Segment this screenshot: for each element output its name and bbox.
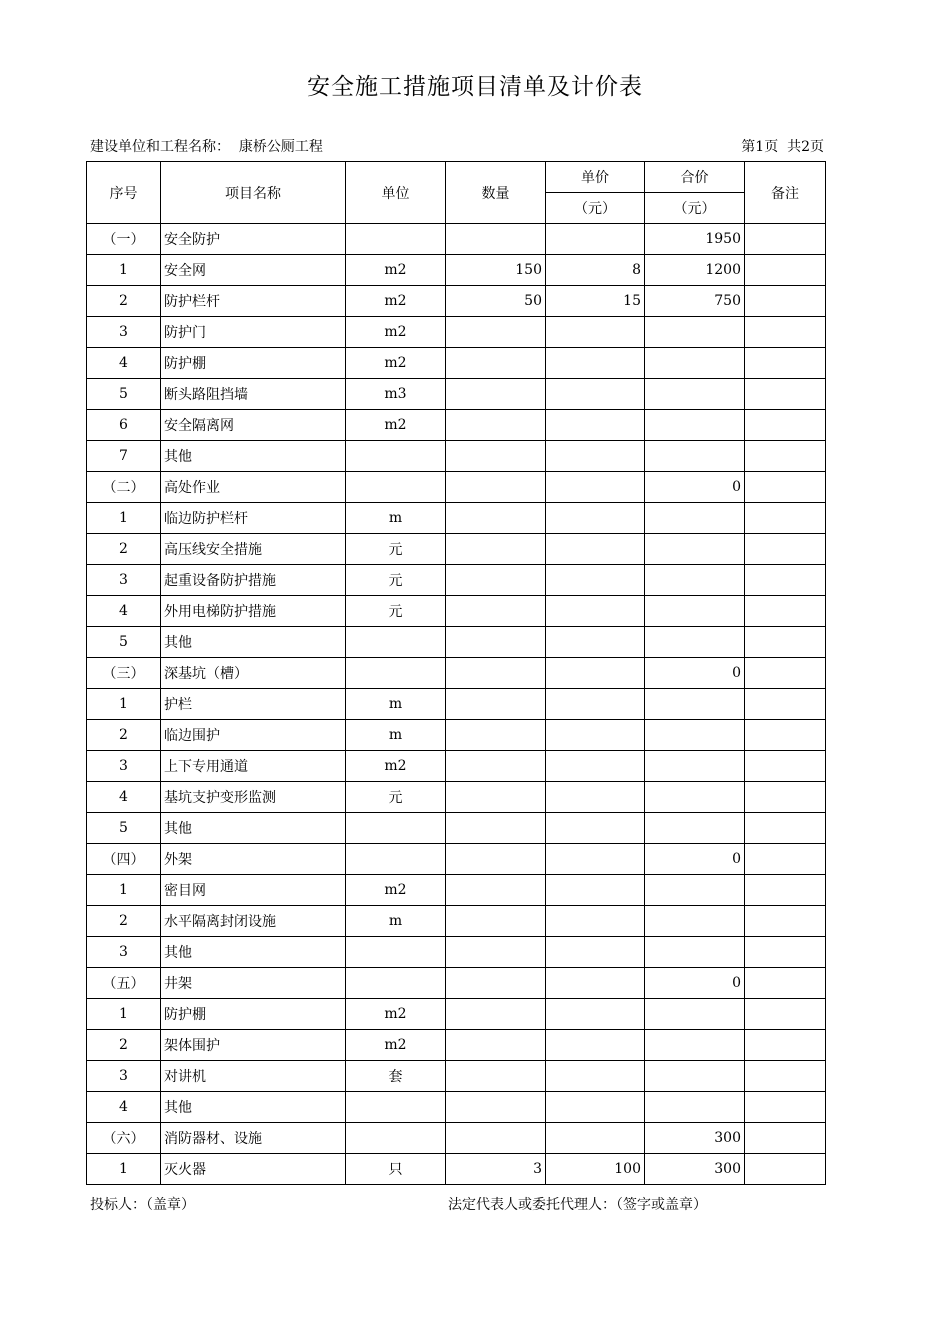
cell-unit-price (546, 689, 645, 720)
cell-unit-price (546, 968, 645, 999)
cell-qty (446, 937, 546, 968)
cell-name: 防护棚 (161, 999, 346, 1030)
table-row (87, 1092, 826, 1123)
cell-unit-price (546, 751, 645, 782)
cell-name: 临边防护栏杆 (161, 503, 346, 534)
cell-remark (745, 348, 826, 379)
cell-unit (346, 968, 446, 999)
cell-unit (346, 627, 446, 658)
cell-unit-price (546, 503, 645, 534)
cell-seq: 1 (87, 1154, 161, 1185)
cell-total (645, 410, 745, 441)
cell-seq: 4 (87, 782, 161, 813)
cell-name: 基坑支护变形监测 (161, 782, 346, 813)
cell-total (645, 596, 745, 627)
cell-total: 300 (645, 1123, 745, 1154)
cell-unit: 元 (346, 565, 446, 596)
header-unit: 单位 (346, 162, 446, 224)
cell-unit: 套 (346, 1061, 446, 1092)
cell-name: 其他 (161, 1092, 346, 1123)
cell-total (645, 1030, 745, 1061)
cell-unit-price (546, 627, 645, 658)
cell-total (645, 720, 745, 751)
table-row (87, 999, 826, 1030)
cell-seq: 5 (87, 379, 161, 410)
cell-total (645, 441, 745, 472)
cell-unit: m (346, 720, 446, 751)
cell-remark (745, 472, 826, 503)
cell-total (645, 565, 745, 596)
table-row (87, 565, 826, 596)
cell-total (645, 503, 745, 534)
cell-total: 0 (645, 658, 745, 689)
cell-name: 井架 (161, 968, 346, 999)
cell-seq: 1 (87, 689, 161, 720)
cell-qty (446, 844, 546, 875)
cell-qty (446, 441, 546, 472)
cell-unit: m2 (346, 875, 446, 906)
cell-remark (745, 1092, 826, 1123)
cell-total (645, 534, 745, 565)
table-row (87, 720, 826, 751)
cell-qty: 50 (446, 286, 546, 317)
cell-name: 架体围护 (161, 1030, 346, 1061)
cell-total: 750 (645, 286, 745, 317)
cell-unit-price (546, 348, 645, 379)
cell-remark (745, 255, 826, 286)
cell-remark (745, 968, 826, 999)
cell-seq: 3 (87, 565, 161, 596)
table-row (87, 906, 826, 937)
cell-seq: 2 (87, 534, 161, 565)
cell-name: 防护门 (161, 317, 346, 348)
table-row (87, 441, 826, 472)
cell-total (645, 627, 745, 658)
cell-remark (745, 658, 826, 689)
cell-unit-price (546, 1061, 645, 1092)
table-row (87, 534, 826, 565)
table-row (87, 689, 826, 720)
cell-unit (346, 441, 446, 472)
cell-seq: 3 (87, 317, 161, 348)
cell-unit: m2 (346, 1030, 446, 1061)
cell-name: 安全网 (161, 255, 346, 286)
cell-qty (446, 472, 546, 503)
cell-unit-price (546, 534, 645, 565)
cell-qty (446, 813, 546, 844)
cell-name: 护栏 (161, 689, 346, 720)
table-row (87, 813, 826, 844)
cell-total (645, 782, 745, 813)
table-header (87, 162, 826, 224)
table-row (87, 503, 826, 534)
cell-unit-price: 15 (546, 286, 645, 317)
table-row (87, 224, 826, 255)
cell-unit (346, 813, 446, 844)
cell-remark (745, 875, 826, 906)
table-row (87, 751, 826, 782)
table-row (87, 379, 826, 410)
cell-seq: 3 (87, 937, 161, 968)
cell-name: 高处作业 (161, 472, 346, 503)
cell-qty (446, 999, 546, 1030)
cell-remark (745, 813, 826, 844)
header-qty: 数量 (446, 162, 546, 224)
cell-qty (446, 503, 546, 534)
cell-unit (346, 224, 446, 255)
cell-name: 深基坑（槽） (161, 658, 346, 689)
cell-remark (745, 379, 826, 410)
cell-unit-price (546, 906, 645, 937)
cell-unit-price (546, 596, 645, 627)
cell-unit-price (546, 410, 645, 441)
cell-remark (745, 999, 826, 1030)
cell-name: 起重设备防护措施 (161, 565, 346, 596)
cell-unit-price (546, 658, 645, 689)
cell-seq: 1 (87, 999, 161, 1030)
cell-seq: 2 (87, 720, 161, 751)
cell-unit: m2 (346, 286, 446, 317)
table-row (87, 627, 826, 658)
cell-seq: 3 (87, 751, 161, 782)
header-unit-price: 单价 (546, 162, 645, 193)
cell-name: 上下专用通道 (161, 751, 346, 782)
page-info: 第1页 共2页 (741, 139, 824, 155)
table-row (87, 658, 826, 689)
cell-seq: 4 (87, 1092, 161, 1123)
cell-remark (745, 751, 826, 782)
cell-qty (446, 627, 546, 658)
table-row (87, 937, 826, 968)
cell-unit: m (346, 503, 446, 534)
cell-total (645, 937, 745, 968)
cell-total: 1200 (645, 255, 745, 286)
table-row (87, 596, 826, 627)
table-row (87, 317, 826, 348)
cell-total (645, 875, 745, 906)
cell-qty (446, 658, 546, 689)
table-row (87, 1061, 826, 1092)
cell-total (645, 999, 745, 1030)
cell-seq: 1 (87, 503, 161, 534)
cell-remark (745, 410, 826, 441)
cell-unit: m2 (346, 255, 446, 286)
cell-remark (745, 937, 826, 968)
bidder-signature-line: 投标人：（盖章） (90, 1197, 195, 1213)
cell-total (645, 1092, 745, 1123)
project-label: 建设单位和工程名称： (90, 139, 230, 155)
cell-total (645, 906, 745, 937)
cell-remark (745, 627, 826, 658)
cell-name: 防护棚 (161, 348, 346, 379)
table-row (87, 1154, 826, 1185)
cell-qty (446, 782, 546, 813)
table-row (87, 875, 826, 906)
cell-unit-price (546, 1030, 645, 1061)
cell-unit (346, 1092, 446, 1123)
cell-remark (745, 782, 826, 813)
cell-seq: （一） (87, 224, 161, 255)
cell-name: 安全隔离网 (161, 410, 346, 441)
cell-unit: m2 (346, 317, 446, 348)
header-name: 项目名称 (161, 162, 346, 224)
cell-qty (446, 565, 546, 596)
cell-remark (745, 1030, 826, 1061)
cell-unit: m2 (346, 999, 446, 1030)
cell-total (645, 1061, 745, 1092)
cell-qty (446, 348, 546, 379)
cell-unit-price (546, 565, 645, 596)
cell-seq: 3 (87, 1061, 161, 1092)
cell-name: 灭火器 (161, 1154, 346, 1185)
project-name: 康桥公厕工程 (238, 139, 323, 155)
cell-unit-price (546, 844, 645, 875)
cell-unit: m2 (346, 410, 446, 441)
table-row (87, 410, 826, 441)
cell-total: 0 (645, 844, 745, 875)
header-total: 合价 (645, 162, 745, 193)
cell-seq: 5 (87, 627, 161, 658)
cell-remark (745, 441, 826, 472)
cell-unit-price (546, 813, 645, 844)
cell-qty (446, 875, 546, 906)
table-row (87, 782, 826, 813)
cell-unit-price: 8 (546, 255, 645, 286)
cell-unit (346, 1123, 446, 1154)
measures-table (86, 161, 826, 1185)
cell-remark (745, 689, 826, 720)
cell-remark (745, 906, 826, 937)
cell-unit (346, 472, 446, 503)
cell-qty (446, 720, 546, 751)
cell-seq: 1 (87, 875, 161, 906)
cell-unit (346, 844, 446, 875)
cell-total: 0 (645, 472, 745, 503)
cell-remark (745, 1123, 826, 1154)
cell-name: 对讲机 (161, 1061, 346, 1092)
cell-name: 消防器材、设施 (161, 1123, 346, 1154)
table-row (87, 844, 826, 875)
cell-total: 1950 (645, 224, 745, 255)
table-row (87, 255, 826, 286)
cell-name: 其他 (161, 813, 346, 844)
document-title: 安全施工措施项目清单及计价表 (307, 74, 643, 100)
cell-unit-price (546, 317, 645, 348)
cell-qty (446, 379, 546, 410)
cell-qty (446, 751, 546, 782)
cell-unit-price (546, 999, 645, 1030)
cell-unit: 只 (346, 1154, 446, 1185)
cell-unit: m2 (346, 348, 446, 379)
cell-remark (745, 286, 826, 317)
cell-qty (446, 1092, 546, 1123)
cell-total: 300 (645, 1154, 745, 1185)
cell-total (645, 813, 745, 844)
cell-qty (446, 968, 546, 999)
cell-unit: m (346, 689, 446, 720)
table-body (87, 224, 826, 1185)
cell-qty (446, 689, 546, 720)
cell-unit: m3 (346, 379, 446, 410)
cell-qty (446, 1061, 546, 1092)
cell-remark (745, 503, 826, 534)
cell-name: 外用电梯防护措施 (161, 596, 346, 627)
cell-name: 防护栏杆 (161, 286, 346, 317)
cell-qty (446, 906, 546, 937)
project-info (90, 136, 323, 156)
cell-unit-price (546, 782, 645, 813)
cell-unit-price (546, 441, 645, 472)
cell-qty (446, 410, 546, 441)
cell-name: 临边围护 (161, 720, 346, 751)
cell-qty (446, 534, 546, 565)
cell-unit-price (546, 937, 645, 968)
cell-name: 其他 (161, 937, 346, 968)
cell-unit-price (546, 472, 645, 503)
cell-unit (346, 937, 446, 968)
cell-name: 高压线安全措施 (161, 534, 346, 565)
cell-unit: 元 (346, 534, 446, 565)
table-row (87, 472, 826, 503)
cell-qty (446, 1030, 546, 1061)
cell-seq: 7 (87, 441, 161, 472)
cell-remark (745, 565, 826, 596)
table-row (87, 1030, 826, 1061)
cell-seq: 2 (87, 906, 161, 937)
cell-remark (745, 1061, 826, 1092)
header-seq: 序号 (87, 162, 161, 224)
header-unit-price-sub: （元） (546, 193, 645, 224)
cell-name: 安全防护 (161, 224, 346, 255)
cell-remark (745, 224, 826, 255)
cell-qty (446, 1123, 546, 1154)
cell-seq: 1 (87, 255, 161, 286)
cell-seq: （六） (87, 1123, 161, 1154)
cell-seq: 4 (87, 596, 161, 627)
cell-seq: （三） (87, 658, 161, 689)
table-row (87, 348, 826, 379)
cell-seq: （五） (87, 968, 161, 999)
cell-unit: m (346, 906, 446, 937)
cell-seq: 2 (87, 286, 161, 317)
cell-unit-price: 100 (546, 1154, 645, 1185)
cell-remark (745, 844, 826, 875)
cell-unit-price (546, 1123, 645, 1154)
cell-unit: m2 (346, 751, 446, 782)
cell-seq: 5 (87, 813, 161, 844)
cell-seq: （四） (87, 844, 161, 875)
cell-name: 水平隔离封闭设施 (161, 906, 346, 937)
representative-signature-line: 法定代表人或委托代理人：（签字或盖章） (448, 1197, 707, 1213)
cell-unit-price (546, 224, 645, 255)
cell-name: 外架 (161, 844, 346, 875)
cell-unit-price (546, 720, 645, 751)
cell-qty (446, 317, 546, 348)
cell-total (645, 751, 745, 782)
table-row (87, 1123, 826, 1154)
cell-seq: 4 (87, 348, 161, 379)
cell-remark (745, 596, 826, 627)
cell-total (645, 689, 745, 720)
cell-seq: 2 (87, 1030, 161, 1061)
cell-unit-price (546, 1092, 645, 1123)
cell-unit-price (546, 875, 645, 906)
cell-remark (745, 1154, 826, 1185)
table-row (87, 286, 826, 317)
header-total-sub: （元） (645, 193, 745, 224)
cell-total (645, 379, 745, 410)
cell-name: 断头路阻挡墙 (161, 379, 346, 410)
cell-unit: 元 (346, 782, 446, 813)
cell-unit-price (546, 379, 645, 410)
cell-qty: 150 (446, 255, 546, 286)
table-row (87, 968, 826, 999)
cell-unit (346, 658, 446, 689)
cell-unit: 元 (346, 596, 446, 627)
cell-total: 0 (645, 968, 745, 999)
cell-name: 其他 (161, 441, 346, 472)
cell-remark (745, 534, 826, 565)
cell-seq: （二） (87, 472, 161, 503)
cell-name: 密目网 (161, 875, 346, 906)
cell-remark (745, 317, 826, 348)
header-remark: 备注 (745, 162, 826, 224)
cell-qty (446, 224, 546, 255)
cell-qty: 3 (446, 1154, 546, 1185)
cell-remark (745, 720, 826, 751)
cell-qty (446, 596, 546, 627)
cell-name: 其他 (161, 627, 346, 658)
cell-total (645, 348, 745, 379)
cell-seq: 6 (87, 410, 161, 441)
cell-total (645, 317, 745, 348)
